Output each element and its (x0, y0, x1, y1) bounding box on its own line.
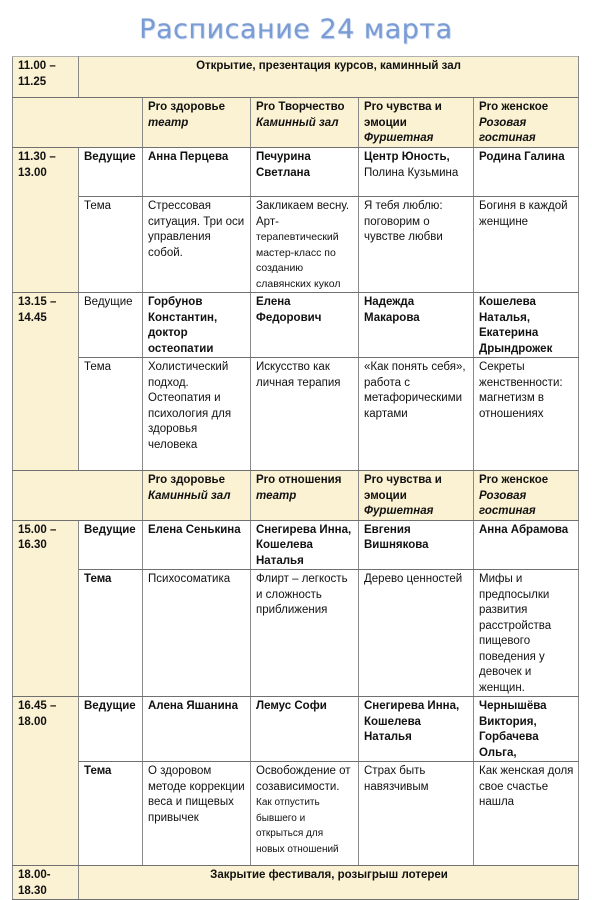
time-cell: 15.00 – 16.30 (13, 520, 79, 697)
schedule-table (12, 56, 579, 900)
row-label: Тема (79, 762, 143, 866)
leader-cell: Центр Юность, Полина Кузьмина (359, 148, 474, 197)
topic-cell: Холистический подход. Остеопатия и психология для здоровья человека (143, 358, 251, 471)
leader-cell: Анна Перцева (143, 148, 251, 197)
leader-cell: Елена Сенькина (143, 520, 251, 570)
leader-cell: Родина Галина (474, 148, 579, 197)
track-header: Pro Творчество Каминный зал (251, 98, 359, 148)
topic-cell: Я тебя люблю: поговорим о чувстве любви (359, 197, 474, 293)
topics-row (13, 358, 579, 471)
topics-row (13, 762, 579, 866)
time-cell: 16.45 – 18.00 (13, 697, 79, 866)
header-spacer (13, 471, 143, 521)
time-cell: 11.00 – 11.25 (13, 57, 79, 98)
closing-text: Закрытие фестиваля, розыгрыш лотереи (79, 866, 579, 900)
topic-cell: Искусство как личная терапия (251, 358, 359, 471)
topic-cell: О здоровом методе коррекции веса и пищевых привычек (143, 762, 251, 866)
leader-cell: Анна Абрамова (474, 520, 579, 570)
closing-row (13, 866, 579, 900)
leader-cell: Печурина Светлана (251, 148, 359, 197)
track-header: Pro чувства и эмоции Фуршетная (359, 98, 474, 148)
topic-cell: Богиня в каждой женщине (474, 197, 579, 293)
time-cell: 18.00- 18.30 (13, 866, 79, 900)
leader-cell: Лемус Софи (251, 697, 359, 762)
topic-cell: Стрессовая ситуация. Три оси управления собой. (143, 197, 251, 293)
track-header: Pro здоровье Каминный зал (143, 471, 251, 521)
leader-cell: Надежда Макарова (359, 293, 474, 358)
topic-cell: Секреты женственности: магнетизм в отношениях (474, 358, 579, 471)
header-spacer (13, 98, 143, 148)
topic-cell: Освобождение от созависимости. Как отпустить бывшего и открыться для новых отношений (251, 762, 359, 866)
topic-cell: Страх быть навязчивым (359, 762, 474, 866)
leader-cell: Евгения Вишнякова (359, 520, 474, 570)
topic-cell: Как женская доля свое счастье нашла (474, 762, 579, 866)
leader-cell: Елена Федорович (251, 293, 359, 358)
topic-cell: Закликаем весну. Арт- терапевтический мастер-класс по созданию славянских кукол (251, 197, 359, 293)
leader-cell: Горбунов Константин, доктор остеопатии (143, 293, 251, 358)
row-label: Ведущие (79, 293, 143, 358)
track-header-row (13, 98, 579, 148)
row-label: Ведущие (79, 520, 143, 570)
topic-cell: Психосоматика (143, 570, 251, 697)
topic-cell: Флирт – легкость и сложность приближения (251, 570, 359, 697)
page-title: Расписание 24 марта (139, 14, 453, 45)
opening-row (13, 57, 579, 98)
leader-cell: Снегирева Инна, Кошелева Наталья (359, 697, 474, 762)
row-label: Ведущие (79, 697, 143, 762)
leaders-row (13, 697, 579, 762)
track-header: Pro женское Розовая гостиная (474, 98, 579, 148)
row-label: Тема (79, 570, 143, 697)
leaders-row (13, 148, 579, 197)
topics-row (13, 570, 579, 697)
topic-cell: Дерево ценностей (359, 570, 474, 697)
leaders-row (13, 293, 579, 358)
row-label: Ведущие (79, 148, 143, 197)
track-header-row (13, 471, 579, 521)
leader-cell: Чернышёва Виктория, Горбачева Ольга, (474, 697, 579, 762)
track-header: Pro женское Розовая гостиная (474, 471, 579, 521)
time-cell: 11.30 – 13.00 (13, 148, 79, 293)
row-label: Тема (79, 197, 143, 293)
topic-cell: «Как понять себя», работа с метафорическими картами (359, 358, 474, 471)
topics-row (13, 197, 579, 293)
leaders-row (13, 520, 579, 570)
topic-cell: Мифы и предпосылки развития расстройства пищевого поведения у девочек и женщин. (474, 570, 579, 697)
leader-cell: Кошелева Наталья, Екатерина Дрындрожек (474, 293, 579, 358)
track-header: Pro здоровье театр (143, 98, 251, 148)
row-label: Тема (79, 358, 143, 471)
leader-cell: Алена Яшанина (143, 697, 251, 762)
time-cell: 13.15 – 14.45 (13, 293, 79, 471)
opening-text: Открытие, презентация курсов, каминный зал (79, 57, 579, 98)
track-header: Pro чувства и эмоции Фуршетная (359, 471, 474, 521)
leader-cell: Снегирева Инна, Кошелева Наталья (251, 520, 359, 570)
track-header: Pro отношения театр (251, 471, 359, 521)
